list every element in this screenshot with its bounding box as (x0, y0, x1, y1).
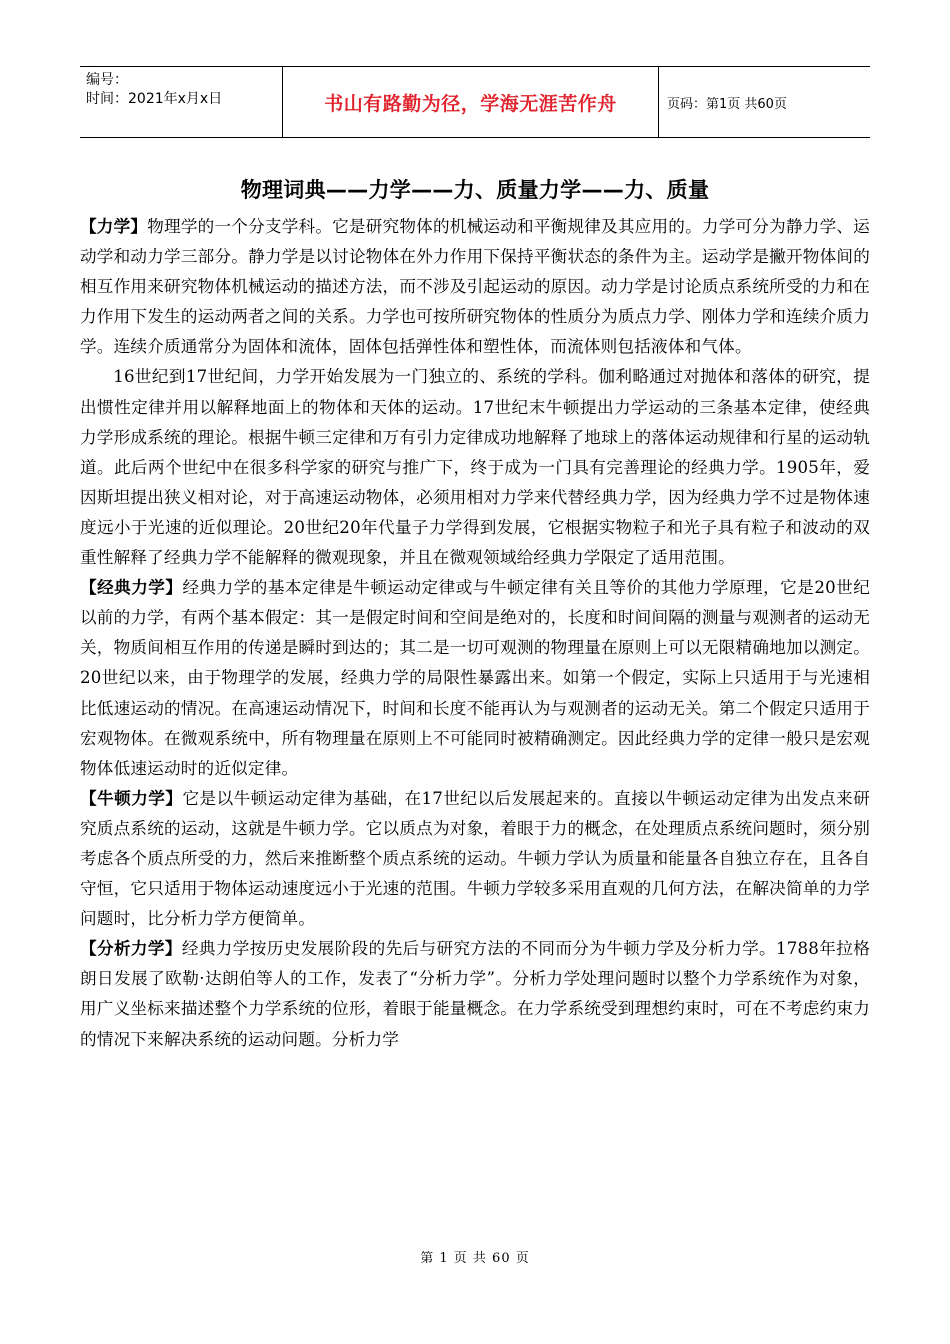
entry-text: 经典力学的基本定律是牛顿运动定律或与牛顿定律有关且等价的其他力学原理，它是20世纪以前的力学，有两个基本假定：其一是假定时间和空间是绝对的，长度和时间间隔的测量与观测者的运动无关，物质间相互作用的传递是瞬时到达的；其二是一切可观测的物理量在原则上可以无限精确地加以测定。20世纪以来，由于物理学的发展，经典力学的局限性暴露出来。如第一个假定，实际上只适用于与光速相比低速运动的情况。在高速运动情况下，时间和长度不能再认为与观测者的运动无关。第二个假定只适用于宏观物体。在微观系统中，所有物理量在原则上不可能同时被精确测定。因此经典力学的定律一般只是宏观物体低速运动时的近似定律。 (80, 578, 871, 778)
entry-classical-mechanics (80, 573, 870, 784)
entry-mechanics (80, 212, 870, 362)
document-title: 物理词典——力学——力、质量力学——力、质量 (240, 178, 710, 202)
header-meta-cell (80, 67, 283, 137)
entry-analytical-mechanics (80, 934, 870, 1054)
document-body (80, 212, 870, 1055)
entry-text: 经典力学按历史发展阶段的先后与研究方法的不同而分为牛顿力学及分析力学。1788年拉格朗日发展了欧勒·达朗伯等人的工作，发表了“分析力学”。分析力学处理问题时以整个力学系统作为对象，用广义坐标来描述整个力学系统的位形，着眼于能量概念。在力学系统受到理想约束时，可在不考虑约束力的情况下来解决系统的运动问题。分析力学 (80, 939, 870, 1049)
entry-term: 【牛顿力学】 (80, 788, 183, 808)
entry-term: 【分析力学】 (80, 939, 182, 959)
entry-text: 物理学的一个分支学科。它是研究物体的机械运动和平衡规律及其应用的。力学可分为静力学、运动学和动力学三部分。静力学是以讨论物体在外力作用下保持平衡状态的条件为主。运动学是撇开物体间的相互作用来研究物体机械运动的描述方法，而不涉及引起运动的原因。动力学是讨论质点系统所受的力和在力作用下发生的运动两者之间的关系。力学也可按所研究物体的性质分为质点力学、刚体力学和连续介质力学。连续介质通常分为固体和流体，固体包括弹性体和塑性体，而流体则包括液体和气体。 (80, 217, 870, 357)
entry-term: 【经典力学】 (80, 578, 183, 598)
header-table (80, 66, 870, 138)
page-footer: 第 1 页 共 60 页 (420, 1251, 530, 1266)
entry-text: 16世纪到17世纪间，力学开始发展为一门独立的、系统的学科。伽利略通过对抛体和落体的研究，提出惯性定律并用以解释地面上的物体和天体的运动。17世纪末牛顿提出力学运动的三条基本定律，使经典力学形成系统的理论。根据牛顿三定律和万有引力定律成功地解释了地球上的落体运动规律和行星的运动轨道。此后两个世纪中在很多科学家的研究与推广下，终于成为一门具有完善理论的经典力学。1905年，爱因斯坦提出狭义相对论，对于高速运动物体，必须用相对力学来代替经典力学，因为经典力学不过是物体速度远小于光速的近似理论。20世纪20年代量子力学得到发展，它根据实物粒子和光子具有粒子和波动的双重性解释了经典力学不能解释的微观现象，并且在微观领域给经典力学限定了适用范围。 (80, 367, 870, 568)
document-time-label: 时间：2021年x月x日 (86, 91, 223, 107)
document-number-label: 编号： (86, 72, 128, 88)
header-motto: 书山有路勤为径，学海无涯苦作舟 (283, 67, 659, 137)
entry-text: 它是以牛顿运动定律为基础，在17世纪以后发展起来的。直接以牛顿运动定律为出发点来研究质点系统的运动，这就是牛顿力学。它以质点为对象，着眼于力的概念，在处理质点系统问题时，须分别考虑各个质点所受的力，然后来推断整个质点系统的运动。牛顿力学认为质量和能量各自独立存在，且各自守恒，它只适用于物体运动速度远小于光速的范围。牛顿力学较多采用直观的几何方法，在解决简单的力学问题时，比分析力学方便简单。 (80, 788, 871, 929)
entry-newtonian-mechanics (80, 784, 870, 934)
header-page-code: 页码：第1页 共60页 (667, 96, 787, 112)
entry-history (80, 362, 870, 573)
entry-term: 【力学】 (80, 217, 148, 236)
